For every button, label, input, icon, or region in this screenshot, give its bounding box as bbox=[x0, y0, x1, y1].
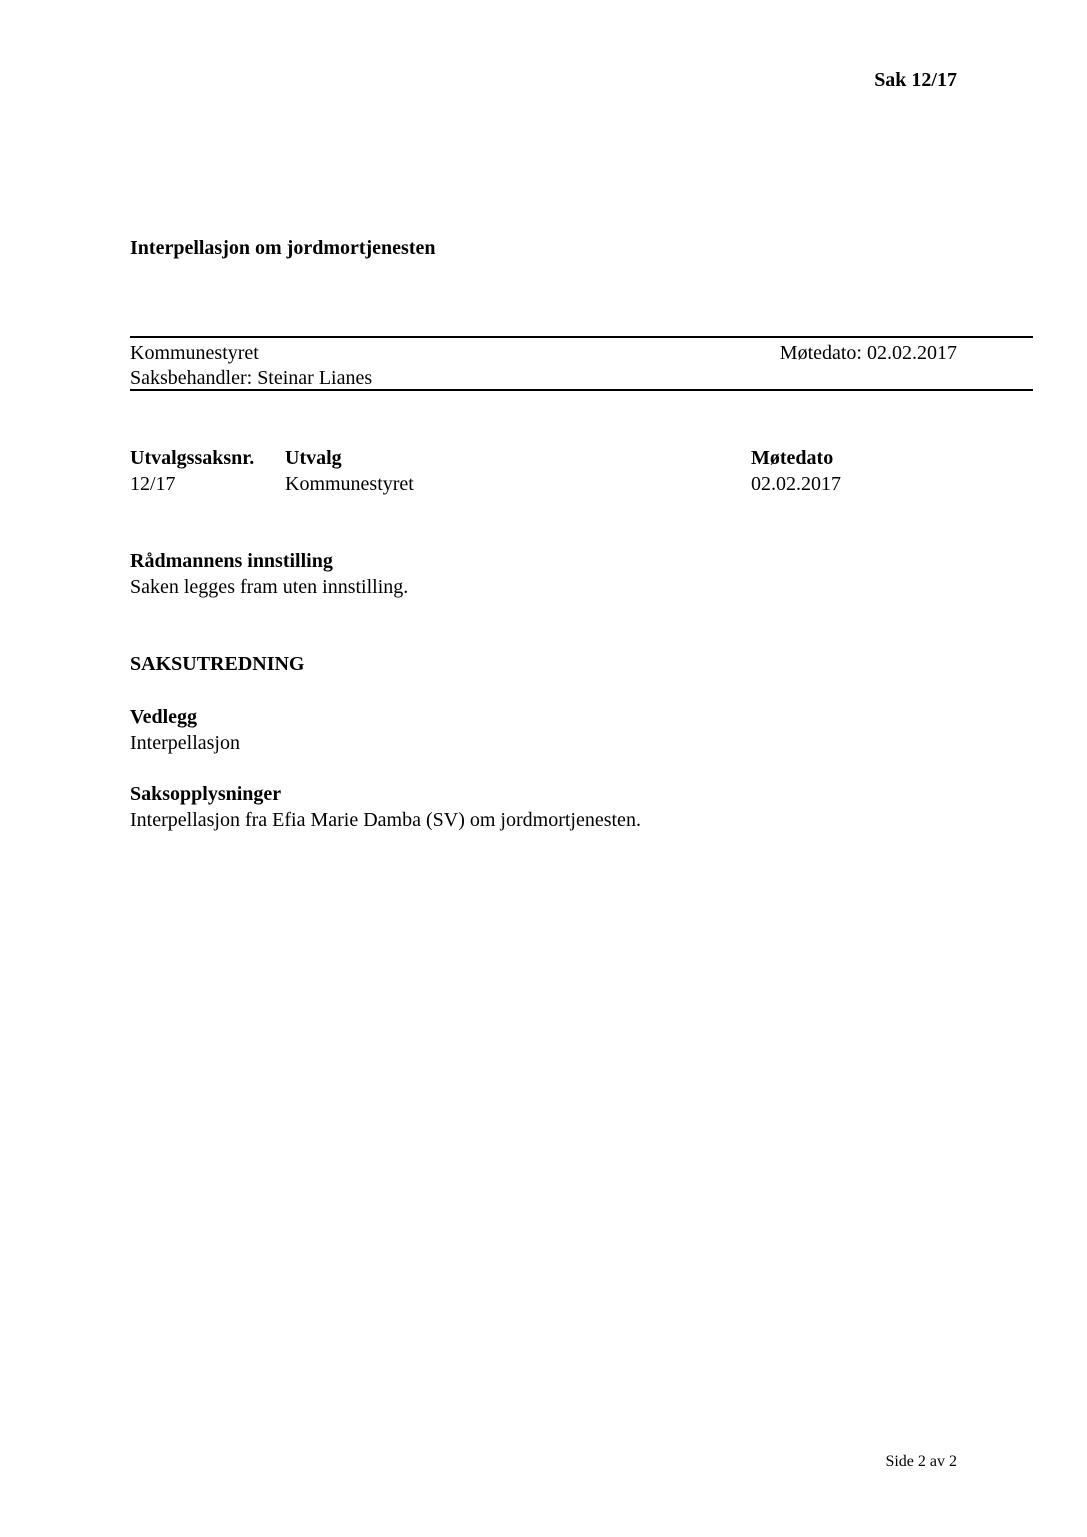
header-bottom-rule bbox=[130, 389, 1033, 391]
recommendation-heading: Rådmannens innstilling bbox=[130, 550, 333, 572]
column-header-committee: Utvalg bbox=[285, 447, 342, 469]
attachments-heading: Vedlegg bbox=[130, 706, 198, 728]
attachments-text: Interpellasjon bbox=[130, 732, 240, 754]
column-header-meeting-date: Møtedato bbox=[751, 447, 834, 469]
header-top-rule bbox=[130, 336, 1033, 338]
header-committee: Kommunestyret bbox=[130, 342, 259, 364]
case-reference: Sak 12/17 bbox=[874, 69, 957, 91]
page-number: Side 2 av 2 bbox=[885, 1453, 957, 1470]
investigation-heading: SAKSUTREDNING bbox=[130, 653, 305, 675]
column-header-case-number: Utvalgssaksnr. bbox=[130, 447, 255, 469]
cell-meeting-date: 02.02.2017 bbox=[751, 473, 841, 495]
recommendation-text: Saken legges fram uten innstilling. bbox=[130, 576, 409, 598]
document-title: Interpellasjon om jordmortjenesten bbox=[130, 237, 436, 259]
header-meeting-date: Møtedato: 02.02.2017 bbox=[779, 342, 957, 364]
case-information-heading: Saksopplysninger bbox=[130, 783, 282, 805]
cell-case-number: 12/17 bbox=[130, 473, 176, 495]
cell-committee: Kommunestyret bbox=[285, 473, 414, 495]
header-caseworker: Saksbehandler: Steinar Lianes bbox=[130, 367, 373, 389]
case-information-text: Interpellasjon fra Efia Marie Damba (SV) om jordmortjenesten. bbox=[130, 809, 641, 831]
